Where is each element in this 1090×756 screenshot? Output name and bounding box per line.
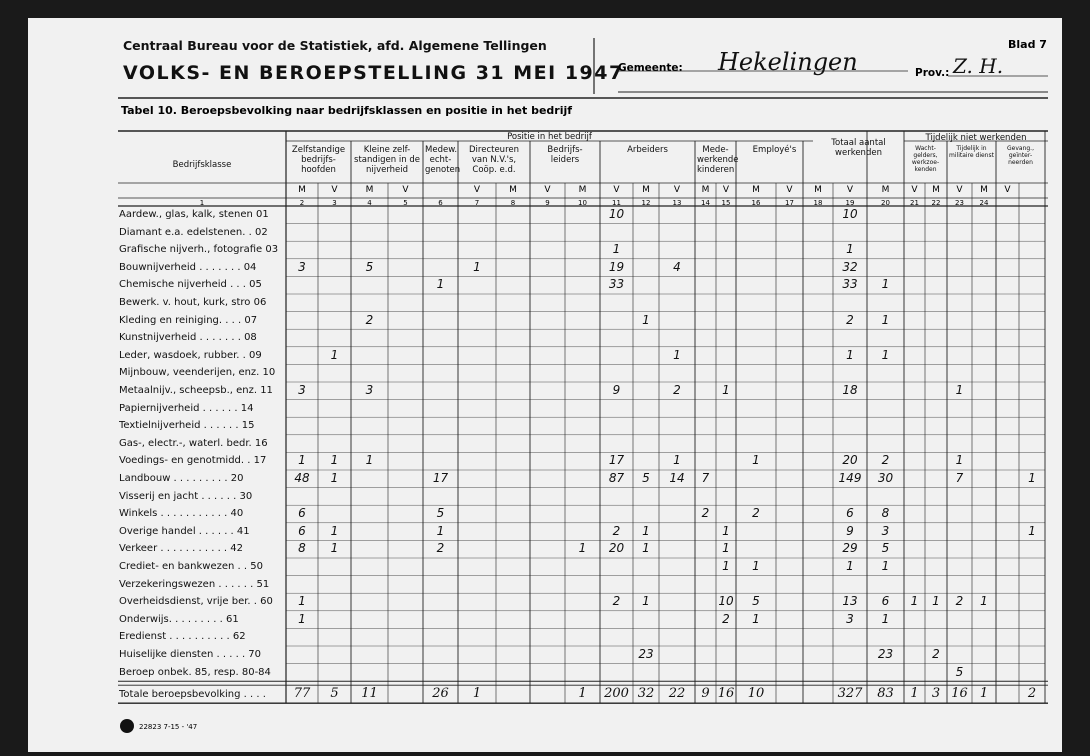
group-header-3: Medew. echt- genoten <box>425 145 461 175</box>
row-label: Leder, wasdoek, rubber. . 09 <box>119 349 262 361</box>
group-header-10: Tijdelijk in militaire dienst <box>949 145 994 159</box>
table-cell: 9 <box>846 523 854 538</box>
row-label: Bewerk. v. hout, kurk, stro 06 <box>119 297 267 308</box>
mv-label: M <box>509 185 517 195</box>
table-cell: 1 <box>330 471 339 485</box>
row-label: Diamant e.a. edelstenen. . 02 <box>119 226 268 238</box>
mv-label: V <box>1004 185 1011 195</box>
table-cell: 48 <box>294 471 310 485</box>
table-cell: 1 <box>846 347 854 362</box>
column-number: 8 <box>510 199 516 207</box>
column-number: 20 <box>881 199 890 207</box>
table-cell: 1 <box>473 259 481 274</box>
table-cell: 1 <box>722 523 730 538</box>
total-cell: 2 <box>1027 686 1037 702</box>
table-cell: 1 <box>330 347 339 362</box>
group-header-2: Kleine zelf- standigen in de nijverheid <box>354 145 420 175</box>
table-cell: 5 <box>881 541 890 556</box>
column-number: 17 <box>785 199 794 207</box>
table-cell: 2 <box>701 506 710 521</box>
bureau-heading: Centraal Bureau voor de Statistiek, afd. Algemene Tellingen <box>123 38 547 53</box>
table-cell: 17 <box>432 471 449 485</box>
table-cell: 2 <box>673 383 681 397</box>
mv-label: V <box>911 185 918 195</box>
total-cell: 77 <box>293 686 311 702</box>
column-number: 2 <box>299 199 305 207</box>
table-cell: 1 <box>642 312 650 327</box>
table-cell: 1 <box>578 541 587 556</box>
row-label: Verzekeringswezen . . . . . . 51 <box>119 578 270 590</box>
mv-label: V <box>402 185 409 195</box>
total-cell: 3 <box>931 686 941 702</box>
column-number: 5 <box>403 199 408 207</box>
table-cell: 2 <box>932 647 940 661</box>
column-number: 19 <box>845 199 855 207</box>
table-cell: 6 <box>298 523 306 538</box>
table-cell: 6 <box>881 594 890 609</box>
table-cell: 1 <box>752 559 760 573</box>
table-cell: 1 <box>846 242 854 257</box>
group-header-6: Arbeiders <box>627 145 668 155</box>
table-cell: 1 <box>642 594 650 609</box>
table-cell: 1 <box>910 594 919 609</box>
table-cell: 2 <box>436 541 445 556</box>
table-cell: 1 <box>330 541 339 556</box>
group-header-1: Zelfstandige bedrijfs- hoofden <box>291 145 346 175</box>
table-cell: 1 <box>722 383 730 397</box>
total-cell: 26 <box>432 686 449 702</box>
total-cell: 11 <box>361 686 378 702</box>
row-label: Overige handel . . . . . . 41 <box>119 525 250 537</box>
column-number: 1 <box>199 199 205 207</box>
table-cell: 29 <box>842 541 858 556</box>
total-cell: 5 <box>330 686 339 702</box>
table-cell: 1 <box>955 383 964 397</box>
row-label: Onderwijs. . . . . . . . . 61 <box>119 613 239 625</box>
table-cell: 3 <box>365 383 374 397</box>
table-cell: 32 <box>842 259 858 274</box>
mv-label: M <box>578 185 587 195</box>
table-cell: 1 <box>722 541 730 556</box>
table-cell: 1 <box>722 559 730 573</box>
row-label: Voedings- en genotmidd. . 17 <box>119 455 267 467</box>
table-cell: 2 <box>752 506 760 521</box>
row-label: Eredienst . . . . . . . . . . 62 <box>119 631 246 643</box>
table-cell: 1 <box>298 453 306 468</box>
table-cell: 3 <box>881 523 890 538</box>
table-cell: 1 <box>330 453 339 468</box>
column-number: 14 <box>701 199 710 207</box>
total-cell: 1 <box>472 686 482 702</box>
mv-label: M <box>642 185 650 195</box>
table-cell: 23 <box>638 647 654 661</box>
bedrijfsklasse-header: Bedrijfsklasse <box>172 160 232 170</box>
table-cell: 5 <box>436 506 445 521</box>
table-cell: 2 <box>612 523 621 538</box>
row-label: Papiernijverheid . . . . . . 14 <box>119 402 254 414</box>
table-cell: 1 <box>980 594 988 609</box>
census-form <box>28 18 1062 752</box>
column-number: 4 <box>367 199 372 207</box>
mv-label: V <box>473 185 481 195</box>
table-cell: 10 <box>608 207 625 221</box>
group-header-11: Gevang., geïnter- neerden <box>1007 145 1034 166</box>
total-cell: 1 <box>910 686 919 702</box>
table-cell: 33 <box>608 277 625 292</box>
print-code: 22823 7-15 - '47 <box>139 723 198 731</box>
row-label: Metaalnijv., scheepsb., enz. 11 <box>119 385 273 396</box>
total-cell: 9 <box>701 686 710 702</box>
mv-label: V <box>544 185 551 195</box>
table-cell: 8 <box>881 506 890 521</box>
table-cell: 4 <box>673 259 681 274</box>
column-number: 16 <box>751 199 761 207</box>
total-cell: 16 <box>951 686 968 702</box>
table-cell: 3 <box>846 611 854 626</box>
page-number: Blad 7 <box>1008 38 1047 51</box>
mv-label: M <box>365 185 374 195</box>
publisher-logo-icon <box>120 719 134 733</box>
column-number: 9 <box>545 199 550 207</box>
mv-label: V <box>613 185 620 195</box>
table-cell: 1 <box>436 277 445 292</box>
column-number: 6 <box>438 199 443 207</box>
total-label: Totale beroepsbevolking . . . . <box>119 689 266 701</box>
table-cell: 1 <box>752 611 760 626</box>
mv-label: V <box>786 185 793 195</box>
group-header-4: Directeuren van N.V.'s, Coöp. e.d. <box>469 145 519 175</box>
table-cell: 17 <box>608 453 625 468</box>
table-cell: 1 <box>642 541 650 556</box>
table-cell: 6 <box>298 506 306 521</box>
column-number: 15 <box>721 199 731 207</box>
table-cell: 87 <box>608 471 625 485</box>
row-label: Gas-, electr.-, waterl. bedr. 16 <box>119 437 268 449</box>
table-cell: 2 <box>955 594 964 609</box>
total-cell: 200 <box>604 686 629 702</box>
table-cell: 1 <box>673 347 681 362</box>
mv-label: M <box>932 185 940 195</box>
table-cell: 1 <box>881 559 890 573</box>
table-cell: 2 <box>846 312 854 327</box>
mv-label: V <box>673 185 681 195</box>
table-cell: 9 <box>612 383 621 397</box>
table-cell: 5 <box>752 594 760 609</box>
table-cell: 1 <box>932 594 940 609</box>
table-cell: 6 <box>846 506 854 521</box>
column-number: 21 <box>910 199 919 207</box>
table-cell: 2 <box>612 594 621 609</box>
prov-value: Z. H. <box>953 54 1004 78</box>
column-number: 22 <box>931 199 941 207</box>
row-label: Visserij en jacht . . . . . . 30 <box>119 490 253 502</box>
row-label: Verkeer . . . . . . . . . . . 42 <box>119 543 244 555</box>
table-cell: 20 <box>608 541 625 556</box>
group-header-5: Bedrijfs- leiders <box>547 145 583 165</box>
total-cell: 10 <box>747 686 765 702</box>
column-number: 12 <box>641 199 651 207</box>
table-cell: 10 <box>842 207 858 221</box>
table-cell: 1 <box>298 594 306 609</box>
table-cell: 14 <box>669 471 685 485</box>
table-cell: 8 <box>298 541 306 556</box>
positie-header: Positie in het bedrijf <box>507 132 592 142</box>
row-label: Kunstnijverheid . . . . . . . 08 <box>119 332 257 344</box>
row-label: Beroep onbek. 85, resp. 80-84 <box>119 666 271 678</box>
table-cell: 5 <box>365 259 374 274</box>
mv-label: V <box>846 185 854 195</box>
total-cell: 1 <box>979 686 989 702</box>
table-cell: 1 <box>298 611 306 626</box>
table-cell: 1 <box>881 312 890 327</box>
table-cell: 1 <box>881 347 890 362</box>
table-cell: 1 <box>330 523 339 538</box>
row-label: Grafische nijverh., fotografie 03 <box>119 244 279 256</box>
group-header-8: Employé's <box>752 145 797 155</box>
table-cell: 5 <box>642 471 650 485</box>
mv-label: M <box>814 185 822 195</box>
column-number: 18 <box>813 199 823 207</box>
mv-label: V <box>331 185 338 195</box>
row-label: Crediet- en bankwezen . . 50 <box>119 561 263 572</box>
table-cell: 7 <box>701 471 710 485</box>
mv-label: V <box>722 185 730 195</box>
mv-label: M <box>881 185 890 195</box>
mv-label: M <box>980 185 988 195</box>
table-cell: 1 <box>955 453 964 468</box>
column-number: 24 <box>979 199 989 207</box>
mv-label: M <box>298 185 306 195</box>
total-cell: 1 <box>578 686 587 702</box>
table-cell: 1 <box>1028 523 1036 538</box>
table-cell: 1 <box>642 523 650 538</box>
gemeente-value: Hekelingen <box>718 48 858 76</box>
table-cell: 3 <box>298 259 306 274</box>
table-cell: 1 <box>881 277 890 292</box>
table-cell: 1 <box>436 523 445 538</box>
row-label: Kleding en reiniging. . . . 07 <box>119 314 258 326</box>
total-cell: 83 <box>877 686 894 702</box>
table-cell: 30 <box>877 471 894 485</box>
table-cell: 2 <box>722 611 730 626</box>
row-label: Textielnijverheid . . . . . . 15 <box>119 420 255 432</box>
mv-label: V <box>956 185 963 195</box>
prov-label: Prov.: <box>915 67 950 79</box>
table-cell: 2 <box>365 312 374 327</box>
table-cell: 7 <box>955 471 964 485</box>
table-cell: 20 <box>842 453 858 468</box>
table-cell: 18 <box>842 383 858 397</box>
row-label: Aardew., glas, kalk, stenen 01 <box>119 209 269 220</box>
table-cell: 1 <box>1028 471 1036 485</box>
table-cell: 23 <box>877 647 894 661</box>
total-cell: 327 <box>837 686 863 702</box>
table-cell: 1 <box>881 611 890 626</box>
table-cell: 1 <box>752 453 760 468</box>
total-cell: 16 <box>717 686 735 702</box>
column-number: 7 <box>474 199 480 207</box>
row-label: Bouwnijverheid . . . . . . . 04 <box>119 261 257 273</box>
total-cell: 32 <box>637 686 655 702</box>
table-cell: 5 <box>955 664 964 679</box>
table-cell: 149 <box>838 471 862 485</box>
gemeente-label: Gemeente: <box>618 62 683 74</box>
column-number: 13 <box>672 199 682 207</box>
table-cell: 33 <box>842 277 858 292</box>
table-cell: 1 <box>612 242 621 257</box>
row-label: Overheidsdienst, vrije ber. . 60 <box>119 596 273 608</box>
column-number: 23 <box>955 199 964 207</box>
row-label: Landbouw . . . . . . . . . 20 <box>119 473 244 484</box>
totaal-header: Totaal aantal werkenden <box>831 138 886 158</box>
row-label: Huiselijke diensten . . . . . 70 <box>119 649 262 660</box>
table-cell: 10 <box>718 594 734 609</box>
table-cell: 2 <box>881 453 890 468</box>
total-cell: 22 <box>668 686 686 702</box>
group-header-7: Mede- werkende kinderen <box>697 145 739 175</box>
group-header-9: Wacht- gelders, werkzoe- kenden <box>911 145 940 173</box>
row-label: Winkels . . . . . . . . . . . 40 <box>119 508 244 520</box>
table-cell: 1 <box>365 453 374 468</box>
table-cell: 19 <box>608 259 625 274</box>
mv-label: M <box>701 185 710 195</box>
table-cell: 13 <box>842 594 858 609</box>
table-cell: 1 <box>846 559 854 573</box>
column-number: 10 <box>578 199 587 207</box>
table-cell: 3 <box>298 383 306 397</box>
column-number: 11 <box>612 199 621 207</box>
row-label: Chemische nijverheid . . . 05 <box>119 279 262 291</box>
table-caption: Tabel 10. Beroepsbevolking naar bedrijfsklassen en positie in het bedrijf <box>121 104 573 117</box>
row-label: Mijnbouw, veenderijen, enz. 10 <box>119 367 276 379</box>
tijdelijk-header: Tijdelijk niet werkenden <box>925 133 1027 143</box>
table-cell: 1 <box>673 453 681 468</box>
form-title: VOLKS- EN BEROEPSTELLING 31 MEI 1947 <box>123 62 624 84</box>
mv-label: M <box>752 185 760 195</box>
column-number: 3 <box>332 199 337 207</box>
